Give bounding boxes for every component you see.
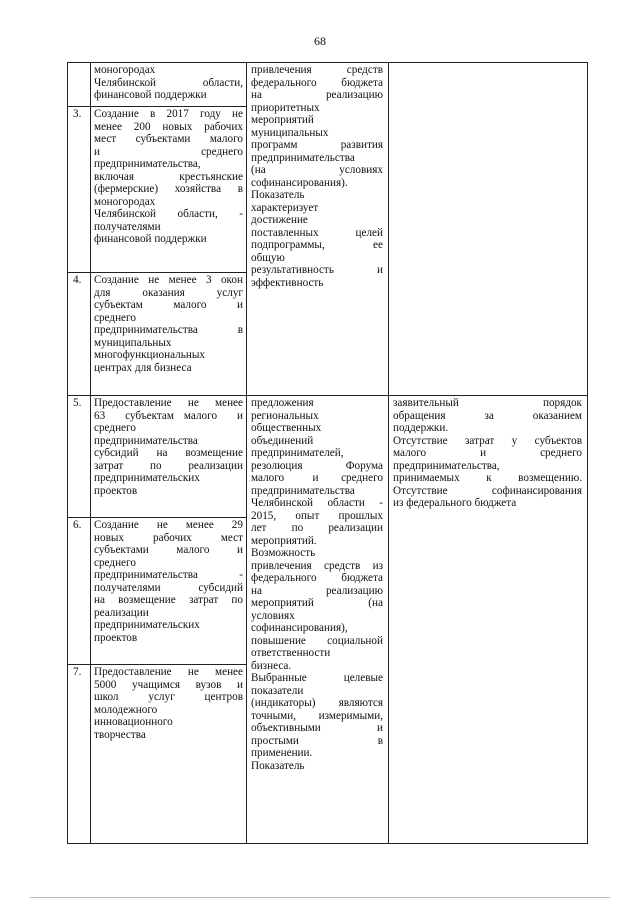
cell-text-line: софинансирования), [251,622,348,634]
cell-text-line: мест субъектами малого [94,133,243,145]
cell-text-line: условиях [251,609,295,622]
cell-text-line: региональных [251,409,319,422]
table-vertical-rule [67,62,68,843]
cell-text-line: простыми в [251,734,383,747]
cell-text-line: центрах для бизнеса [94,361,192,374]
table-vertical-rule [388,62,389,843]
indicator-cell [94,274,243,374]
cell-text-line: применении. [251,747,313,759]
cell-text-line: мероприятий [251,114,314,126]
cell-text-line: (фермерские) хозяйства в [94,183,243,195]
cell-text-line: софинансирования). [251,176,348,189]
cell-text-line: многофункциональных [94,349,205,361]
cell-text-line: Показатель [251,189,305,201]
cell-text-line: Выбранные целевые [251,672,383,684]
cell-text-line: объективными и [251,722,383,734]
cell-text-line: программ развития [251,139,383,151]
cell-text-line: инновационного [94,716,173,728]
indicator-cell [94,108,243,246]
cell-text-line: объединений [251,434,314,447]
cell-text-line: субъектам малого и [94,299,243,311]
cell-text-line: обращения за оказанием [393,409,582,422]
cell-text-line: получателями [94,220,161,233]
table-row-rule [67,395,588,396]
cell-text-line: повышение социальной [251,634,383,647]
cell-text-line: привлечения средств из [251,559,383,572]
rationale-cell [251,397,383,772]
cell-text-line: Создание не менее 3 окон [94,274,243,286]
cell-text-line: предпринимателей, [251,447,344,459]
cell-text-line: предпринимательства в [94,324,243,336]
cell-text-line: поддержки. [393,422,449,434]
cell-text-line: (индикаторы) являются [251,697,383,709]
cell-text-line: общую [251,251,285,264]
cell-text-line: среднего [94,556,136,569]
cell-text-line: 2015, опыт прошлых [251,509,383,522]
cell-text-line: предпринимательства [251,151,355,164]
cell-text-line: лет по реализации [251,522,383,534]
cell-text-line: моногородах [94,195,156,208]
indicator-cell [94,666,243,741]
cell-text-line: достижение [251,214,308,226]
cell-text-line: субсидий на возмещение [94,447,243,459]
table-bottom-rule [67,843,588,844]
cell-text-line: затрат по реализации [94,459,243,472]
rationale-cell [251,64,383,289]
cell-text-line: предпринимательских [94,619,200,631]
cell-text-line: бизнеса. [251,659,292,672]
cell-text-line: на реализацию [251,89,383,101]
bottom-rule [30,897,610,898]
cell-text-line: менее 200 новых рабочих [94,120,243,133]
cell-text-line: получателями субсидий [94,581,243,594]
table-row-rule [67,272,247,273]
table-row-rule [67,106,247,107]
cell-text-line: результативность и [251,264,383,276]
cell-text-line: Создание в 2017 году не [94,108,243,120]
cell-text-line: мероприятий (на [251,597,383,609]
cell-text-line: для оказания услуг [94,286,243,299]
table-row-rule [67,517,247,518]
indicator-cell [94,397,243,497]
cell-text-line: молодежного [94,703,158,716]
row-number: 7. [73,666,82,678]
cell-text-line: включая крестьянские [94,170,243,183]
cell-text-line: новых рабочих мест [94,531,243,544]
cell-text-line: общественных [251,422,322,434]
cell-text-line: проектов [94,484,138,497]
cell-text-line: поставленных целей [251,226,383,239]
row-number: 6. [73,519,82,531]
cell-text-line: принимаемых к возмещению. [393,472,582,484]
cell-text-line: предпринимательских [94,472,200,484]
table-row-rule [67,664,247,665]
cell-text-line: предпринимательства, [94,158,201,170]
cell-text-line: резолюция Форума [251,459,383,472]
cell-text-line: проектов [94,631,138,644]
cell-text-line: предпринимательства [251,484,355,497]
cell-text-line: привлечения средств [251,64,383,76]
cell-text-line: показатели [251,684,304,697]
row-number: 4. [73,274,82,286]
cell-text-line: федерального бюджета [251,572,383,584]
cell-text-line: Отсутствие софинансирования [393,484,582,497]
cell-text-line: финансовой поддержки [94,233,207,245]
cell-text-line: реализации [94,606,149,619]
cell-text-line: предпринимательства - [94,569,243,581]
cell-text-line: Отсутствие затрат у субъектов [393,434,582,447]
cell-text-line: среднего [94,311,136,324]
cell-text-line: Челябинской области - [251,497,383,509]
cell-text-line: мероприятий. [251,534,317,547]
cell-text-line: 63 субъектам малого и [94,409,243,422]
row-number: 3. [73,108,82,120]
cell-text-line: 5000 учащимся вузов и [94,678,243,691]
cell-text-line: эффективность [251,276,324,289]
constraints-cell [393,397,582,510]
cell-text-line: творчества [94,728,146,741]
cell-text-line: Предоставление не менее [94,666,243,678]
cell-text-line: муниципальных [94,336,172,349]
cell-text-line: Создание не менее 29 [94,519,243,531]
cell-text-line: предложения [251,397,314,409]
indicator-cell [94,64,243,102]
cell-text-line: приоритетных [251,101,320,114]
table-vertical-rule [246,62,247,843]
cell-text-line: финансовой поддержки [94,89,207,101]
cell-text-line: моногородах [94,64,156,76]
cell-text-line: из федерального бюджета [393,497,517,509]
cell-text-line: предпринимательства, [393,459,500,472]
cell-text-line: предпринимательства [94,434,198,447]
cell-text-line: школ услуг центров [94,691,243,703]
cell-text-line: характеризует [251,201,319,214]
page-number: 68 [314,34,326,48]
cell-text-line: на возмещение затрат по [94,594,243,606]
table-top-rule [67,62,588,63]
cell-text-line: муниципальных [251,126,329,139]
cell-text-line: Показатель [251,759,305,772]
cell-text-line: (на условиях [251,164,383,176]
cell-text-line: ответственности [251,647,331,659]
row-number: 5. [73,397,82,409]
cell-text-line: субъектами малого и [94,544,243,556]
indicator-cell [94,519,243,644]
cell-text-line: заявительный порядок [393,397,582,409]
cell-text-line: малого и среднего [251,472,383,484]
cell-text-line: точными, измеримыми, [251,709,383,722]
cell-text-line: малого и среднего [393,447,582,459]
cell-text-line: подпрограммы, ее [251,239,383,251]
table-vertical-rule [587,62,588,843]
cell-text-line: Возможность [251,547,316,559]
cell-text-line: Челябинской области, [94,76,243,89]
cell-text-line: федерального бюджета [251,76,383,89]
cell-text-line: и среднего [94,145,243,158]
cell-text-line: Челябинской области, - [94,208,243,220]
cell-text-line: Предоставление не менее [94,397,243,409]
cell-text-line: среднего [94,422,136,434]
cell-text-line: на реализацию [251,584,383,597]
table-vertical-rule [90,62,91,843]
